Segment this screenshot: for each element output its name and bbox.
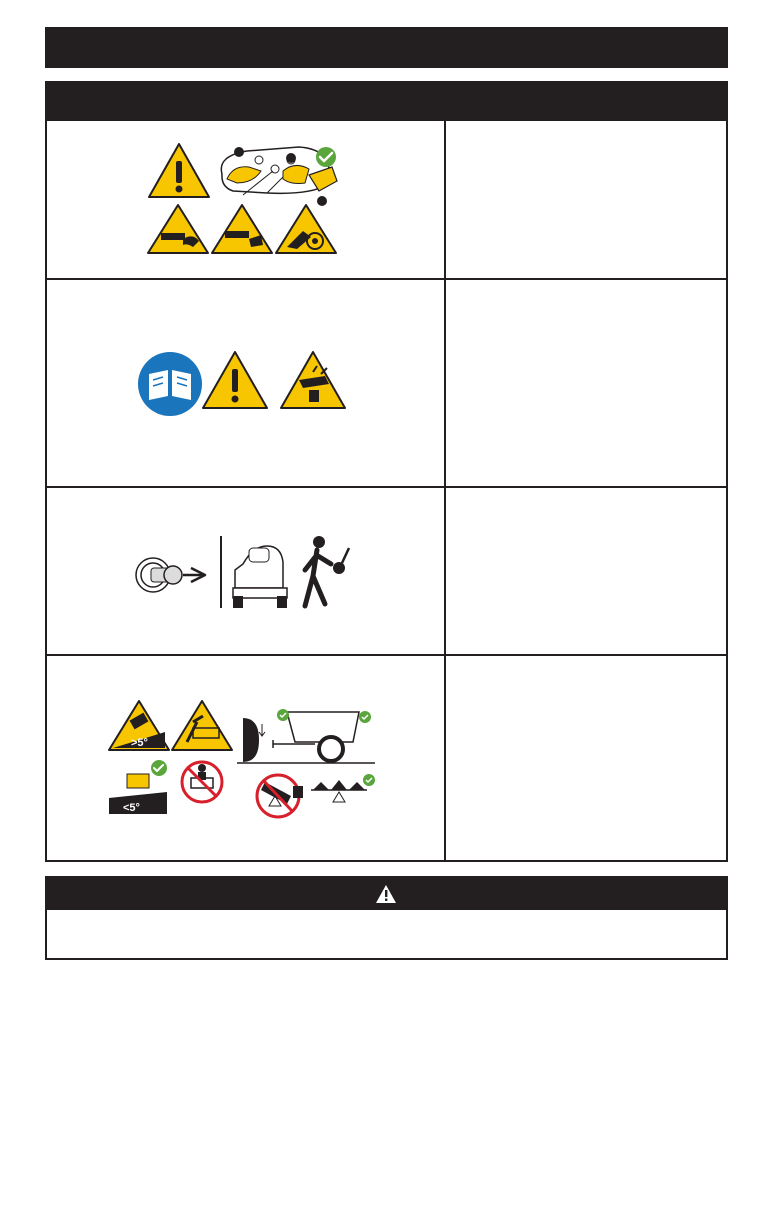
- foot-cut-hazard-icon: [212, 205, 272, 253]
- description-cell: [446, 121, 726, 280]
- decal-remove-key: [47, 488, 444, 656]
- decal-cell: [47, 488, 446, 656]
- warning-header: [47, 878, 726, 910]
- table-row: [47, 654, 726, 860]
- decal-blade-hazard: [47, 121, 444, 280]
- arrow-right-icon: [183, 568, 205, 582]
- towing-cart-icon: [237, 709, 375, 763]
- warning-box: [45, 876, 728, 960]
- table-header: [47, 83, 726, 119]
- description-cell: [446, 488, 726, 656]
- slope-less-label: <5°: [123, 802, 140, 814]
- warning-triangle-icon: [375, 884, 397, 904]
- warning-triangle-icon: [203, 352, 267, 408]
- section-title-bar: [45, 27, 728, 68]
- balanced-load-icon: [311, 774, 375, 802]
- belt-entanglement-icon: [276, 205, 336, 253]
- decal-cell: [47, 280, 446, 488]
- read-manual-icon: [138, 352, 202, 416]
- decal-slope-towing: [47, 656, 444, 860]
- description-cell: [446, 280, 726, 488]
- decal-read-manual: [47, 280, 444, 488]
- safety-decal-table: [45, 81, 728, 862]
- hand-cut-hazard-icon: [148, 205, 208, 253]
- description-cell: [446, 656, 726, 860]
- ignition-key-icon: [136, 558, 182, 592]
- decal-cell: [47, 656, 446, 860]
- warning-triangle-icon: [149, 144, 209, 197]
- thrown-object-hazard-icon: [281, 352, 345, 408]
- riding-mower-icon: [233, 546, 287, 608]
- decal-cell: [47, 121, 446, 280]
- slope-greater-label: >5°: [131, 737, 148, 749]
- no-passengers-icon: [182, 762, 222, 802]
- approved-slope-icon: [109, 760, 167, 814]
- table-row: [47, 278, 726, 488]
- table-row: [47, 486, 726, 656]
- table-row: [47, 119, 726, 280]
- no-uneven-load-icon: [257, 775, 303, 817]
- tipping-hazard-icon: [172, 701, 232, 750]
- walk-away-with-key-icon: [305, 536, 349, 606]
- rollover-slope-icon: [109, 701, 169, 750]
- check-mark-icon: [316, 147, 336, 167]
